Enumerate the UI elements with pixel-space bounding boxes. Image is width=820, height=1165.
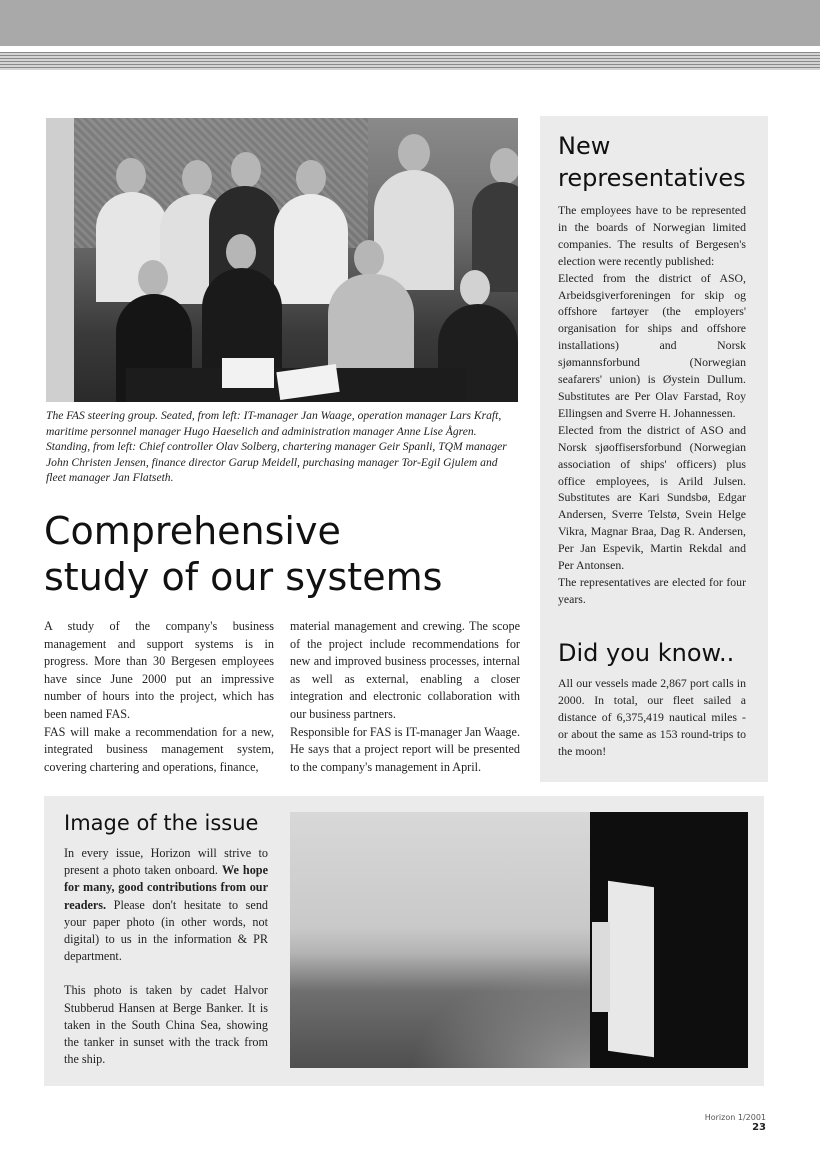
article-column-2 bbox=[290, 618, 520, 776]
image-of-issue-title: Image of the issue bbox=[64, 811, 259, 835]
steering-group-photo bbox=[46, 118, 518, 402]
headline-line-2: study of our systems bbox=[44, 555, 443, 599]
image-of-issue-text bbox=[64, 845, 268, 1068]
article-paragraph: Responsible for FAS is IT-manager Jan Waage. He says that a project report will be presented to the company's management in April. bbox=[290, 724, 520, 774]
tanker-sea-photo bbox=[290, 812, 748, 1068]
sidebar-paragraph: Elected from the district of ASO and Norsk sjøoffisersforbund (Norwegian association of ships' officers) plus office employees, is Arild Julsen. Substitutes are Kari Sundsbø, Edgar Andersen, Sverre Telstø, Svein Helge Vikra, Magnar Braa, Dag R. Andersen, Per Jan Espevik, Martin Rekdal and Per Antonsen. bbox=[558, 422, 746, 573]
top-rule-lines bbox=[0, 52, 820, 70]
article-headline bbox=[44, 508, 524, 600]
article-paragraph: FAS will make a recommendation for a new, integrated business management system, covering chartering and operations, finance, bbox=[44, 724, 274, 774]
publication-name: Horizon 1/2001 bbox=[704, 1113, 766, 1122]
photo-caption: The FAS steering group. Seated, from left: IT-manager Jan Waage, operation manager Lars Kraft, maritime personnel manager Hugo Haeselich and administration manager Anne Lise Ågren. Standing, from left: Chief controller Olav Solberg, chartering manager Geir Spanli, TQM manager John Christen Jensen, finance director Garup Meidell, purchasing manager Tor-Egil Gjulem and fleet manager Jan Flatseth. bbox=[46, 409, 507, 485]
new-representatives-title: New representatives bbox=[558, 132, 746, 192]
did-you-know-title: Did you know.. bbox=[558, 639, 735, 667]
article-paragraph: A study of the company's business management and support systems is in progress. More than 30 Bergesen employees have since June 2000 put an impressive number of hours into the project, which has been named FAS. bbox=[44, 619, 274, 721]
issue-paragraph-1: In every issue, Horizon will strive to present a photo taken onboard. We hope for many, good contributions from our readers. Please don't hesitate to send your paper photo (in other words, not digital) to us in the information & PR department. bbox=[64, 846, 269, 964]
article-paragraph: material management and crewing. The scope of the project include recommendations for new and improved business processes, internal as well as external, enabling a closer integration and electronic collaboration with our business partners. bbox=[290, 619, 520, 721]
sidebar-paragraph: Elected from the district of ASO, Arbeidsgiverforeningen for skip og offshore fartøyer (the employers' organisation for ships and offshore installations) and Norsk sjømannsforbund (Norwegian seafarers' union) is Øystein Dullum. Substitutes are Per Olav Farstad, Roy Ellingsen and Sverre H. Johannessen. bbox=[558, 270, 746, 420]
did-you-know-text: All our vessels made 2,867 port calls in 2000. In total, our fleet sailed a distance of 6,375,419 nautical miles - or about the same as 153 round-trips to the moon! bbox=[558, 676, 746, 758]
sidebar-paragraph: The representatives are elected for four years. bbox=[558, 574, 746, 606]
page-number: 23 bbox=[752, 1122, 766, 1133]
article-column-1 bbox=[44, 618, 274, 776]
new-representatives-text bbox=[558, 202, 746, 608]
sidebar-paragraph: The employees have to be represented in the boards of Norwegian limited companies. The results of Bergesen's election were recently published: bbox=[558, 203, 746, 268]
issue-bold-text: We hope for many, good contributions from our readers. bbox=[64, 863, 268, 912]
top-gray-band bbox=[0, 0, 820, 46]
page-footer bbox=[696, 1113, 766, 1133]
headline-line-1: Comprehensive bbox=[44, 509, 341, 553]
issue-paragraph-2: This photo is taken by cadet Halvor Stubberud Hansen at Berge Banker. It is taken in the South China Sea, showing the tanker in sunset with the track from the ship. bbox=[64, 983, 268, 1067]
